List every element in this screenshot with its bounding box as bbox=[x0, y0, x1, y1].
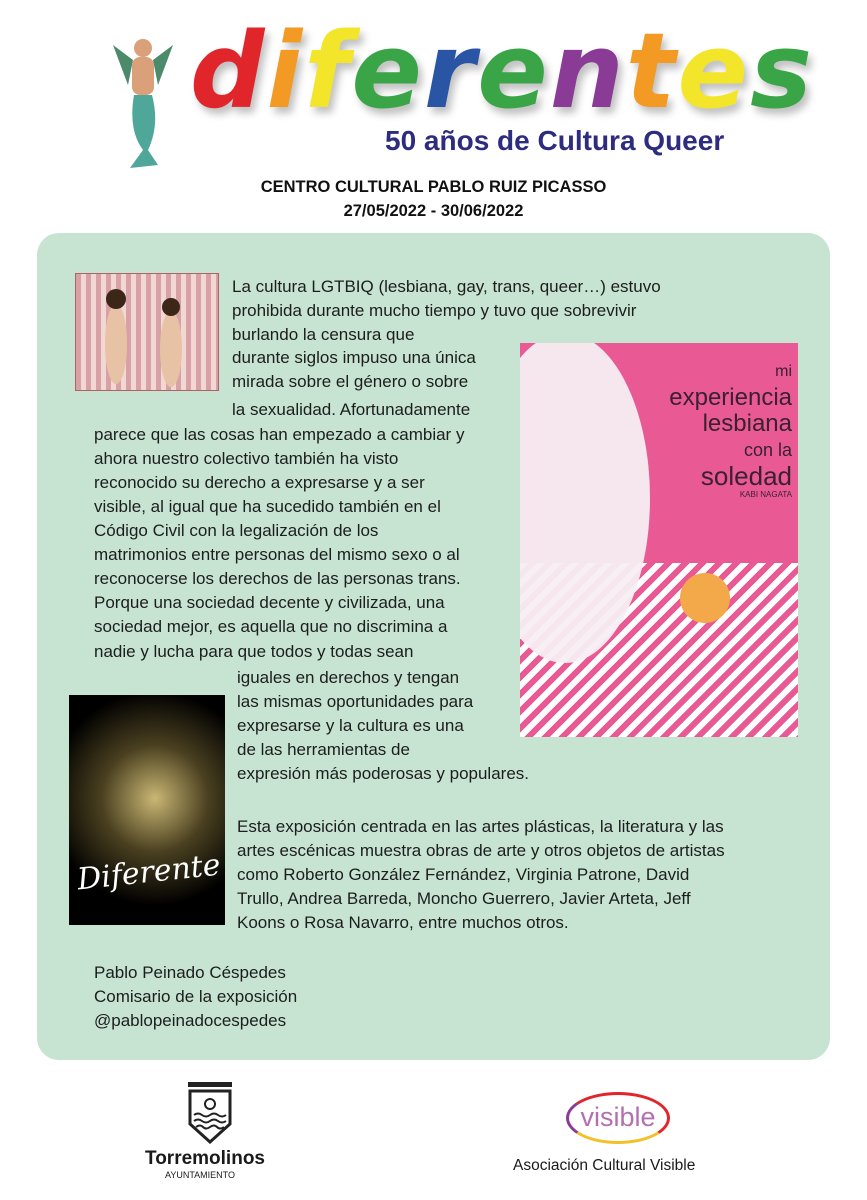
body-text-line: de las herramientas de bbox=[237, 740, 410, 759]
book-title-line: experiencia bbox=[669, 384, 792, 411]
body-text-line: reconocido su derecho a expresarse y a ser bbox=[94, 473, 425, 492]
logo-letter: i bbox=[266, 10, 305, 132]
town-subtitle: AYUNTAMIENTO bbox=[165, 1170, 236, 1180]
logo-letter: n bbox=[549, 10, 626, 132]
logo-letter: e bbox=[351, 10, 424, 132]
book-title-line: mi bbox=[775, 363, 792, 380]
body-text-line: nadie y lucha para que todos y todas sean bbox=[94, 642, 414, 661]
body-text-line: durante siglos impuso una única bbox=[232, 348, 476, 367]
body-text-line: las mismas oportunidades para bbox=[237, 692, 474, 711]
book-author: KABI NAGATA bbox=[739, 490, 792, 499]
body-text-line: La cultura LGTBIQ (lesbiana, gay, trans, queer…) estuvo bbox=[232, 277, 661, 296]
body-text-line: la sexualidad. Afortunadamente bbox=[232, 400, 471, 419]
mermaid-illustration bbox=[108, 30, 178, 170]
visible-logo bbox=[566, 1092, 670, 1144]
body-text-line: iguales en derechos y tengan bbox=[237, 668, 460, 687]
book-cover-image bbox=[520, 343, 798, 737]
body-text-line: expresión más poderosas y populares. bbox=[237, 764, 529, 783]
logo-letter: r bbox=[423, 10, 478, 132]
body-text-line: prohibida durante mucho tiempo y tuvo que sobrevivir bbox=[232, 301, 637, 320]
logo-letter: e bbox=[477, 10, 550, 132]
body-text-line: reconocerse los derechos de las personas trans. bbox=[94, 569, 461, 588]
signature-line: Comisario de la exposición bbox=[94, 987, 298, 1006]
signature-line: @pablopeinadocespedes bbox=[94, 1011, 287, 1030]
body-text-line: expresarse y la cultura es una bbox=[237, 716, 464, 735]
body-text-line: Porque una sociedad decente y civilizada, una bbox=[94, 593, 445, 612]
body-text-line: como Roberto González Fernández, Virginia Patrone, David bbox=[237, 865, 690, 884]
body-text-line: mirada sobre el género o sobre bbox=[232, 372, 469, 391]
exhibition-subtitle: 50 años de Cultura Queer bbox=[385, 125, 725, 156]
film-poster-image bbox=[69, 695, 225, 925]
body-text-line: Koons o Rosa Navarro, entre muchos otros. bbox=[237, 913, 569, 932]
logo-letter: e bbox=[677, 10, 751, 132]
body-text-line: Trullo, Andrea Barreda, Moncho Guerrero, Javier Arteta, Jeff bbox=[237, 889, 691, 908]
town-name: Torremolinos bbox=[145, 1148, 265, 1169]
logo-letter: f bbox=[304, 10, 352, 132]
logo-letter: t bbox=[625, 10, 678, 132]
logo-letter: s bbox=[750, 10, 814, 132]
torremolinos-crest-icon bbox=[186, 1082, 234, 1149]
body-text-line: matrimonios entre personas del mismo sexo o al bbox=[94, 545, 460, 564]
painting-image bbox=[75, 273, 219, 391]
logo-letter: d bbox=[190, 10, 267, 132]
body-text-line: burlando la censura que bbox=[232, 325, 415, 344]
book-title-line: con la bbox=[743, 440, 792, 460]
body-text-line: parece que las cosas han empezado a cambiar y bbox=[94, 425, 465, 444]
book-title-line: lesbiana bbox=[702, 410, 792, 437]
body-text-line: visible, al igual que ha sucedido también en el bbox=[94, 497, 441, 516]
body-text-line: Esta exposición centrada en las artes plásticas, la literatura y las bbox=[237, 817, 724, 836]
signature-line: Pablo Peinado Céspedes bbox=[94, 963, 286, 982]
body-text-line: artes escénicas muestra obras de arte y otros objetos de artistas bbox=[237, 841, 725, 860]
dates: 27/05/2022 - 30/06/2022 bbox=[343, 202, 524, 220]
body-text-line: ahora nuestro colectivo también ha visto bbox=[94, 449, 399, 468]
book-title-line: soledad bbox=[700, 461, 792, 491]
body-text-line: Código Civil con la legalización de los bbox=[94, 521, 379, 540]
exhibition-logo bbox=[190, 10, 814, 132]
venue: CENTRO CULTURAL PABLO RUIZ PICASSO bbox=[260, 178, 607, 196]
association-name: Asociación Cultural Visible bbox=[513, 1157, 696, 1174]
visible-logo-text: visible bbox=[580, 1102, 656, 1132]
body-text-line: sociedad mejor, es aquella que no discrimina a bbox=[94, 617, 448, 636]
poster-title: Diferente bbox=[75, 847, 223, 898]
